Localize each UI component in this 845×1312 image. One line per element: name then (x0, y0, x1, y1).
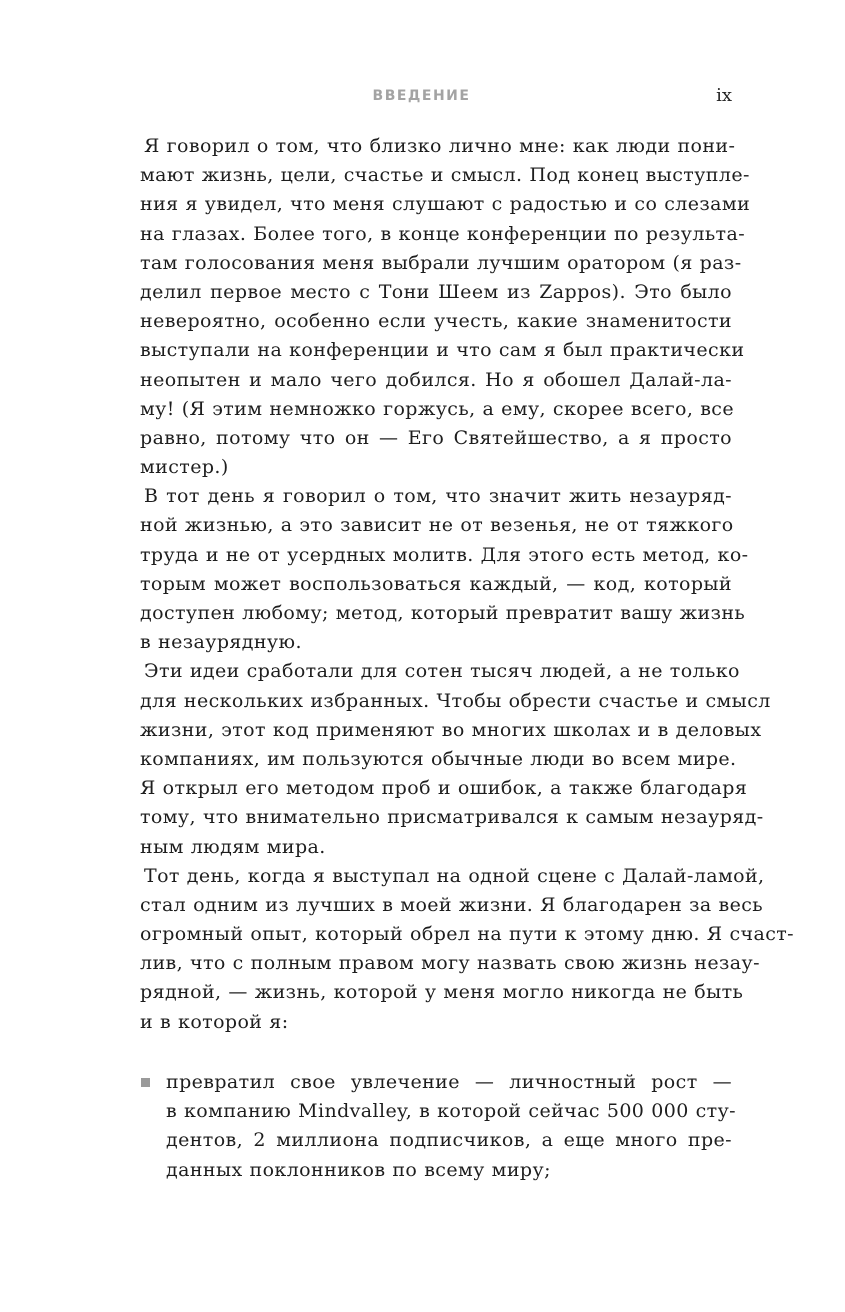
section-title: ВВЕДЕНИЕ (372, 88, 471, 104)
text-line: огромный опыт, который обрел на пути к этому дню. Я счаст- (140, 923, 794, 946)
text-line: там голосования меня выбрали лучшим оратором (я раз- (140, 251, 742, 274)
text-line: равно, потому что он — Его Святейшество, а я просто (140, 426, 732, 449)
page-number: ix (716, 85, 732, 106)
text-line: му! (Я этим немножко горжусь, а ему, скорее всего, все (140, 397, 734, 420)
square-bullet-icon (141, 1078, 150, 1087)
bullet-line: данных поклонников по всему миру; (166, 1158, 551, 1181)
bullet-line: дентов, 2 миллиона подписчиков, а еще много пре- (166, 1129, 732, 1152)
text-line: В тот день я говорил о том, что значит жить незауряд- (144, 485, 732, 508)
text-line: мистер.) (140, 456, 229, 479)
text-line: Я открыл его методом проб и ошибок, а также благодаря (140, 777, 748, 800)
body-text (140, 132, 794, 1037)
text-line: выступали на конференции и что сам я был практически (140, 339, 745, 362)
text-line: ной жизнью, а это зависит не от везенья, не от тяжкого (140, 514, 734, 537)
text-line: невероятно, особенно если учесть, какие знаменитости (140, 310, 732, 333)
text-line: и в которой я: (140, 1010, 289, 1033)
text-line: труда и не от усердных молитв. Для этого есть метод, ко- (140, 543, 749, 566)
bullet-item (140, 1068, 736, 1185)
text-line: для нескольких избранных. Чтобы обрести счастье и смысл (140, 689, 771, 712)
text-line: стал одним из лучших в моей жизни. Я благодарен за весь (140, 893, 764, 916)
text-line: лив, что с полным правом могу назвать свою жизнь незау- (140, 952, 760, 975)
bullet-line: превратил свое увлечение — личностный рост — (166, 1071, 732, 1093)
text-line: Эти идеи сработали для сотен тысяч людей, а не только (144, 660, 740, 683)
bullet-list (140, 1068, 736, 1185)
text-line: делил первое место с Тони Шеем из Zappos). Это было (140, 280, 732, 303)
text-line: на глазах. Более того, в конце конференции по результа- (140, 222, 746, 245)
text-line: доступен любому; метод, который превратит вашу жизнь (140, 602, 746, 624)
text-line: жизни, этот код применяют во многих школах и в деловых (140, 718, 762, 741)
text-line: неопытен и мало чего добился. Но я обошел Далай-ла- (140, 368, 732, 391)
bullet-line: в компанию Mindvalley, в которой сейчас 500 000 сту- (166, 1100, 736, 1123)
text-line: ным людям мира. (140, 835, 326, 858)
text-line: Тот день, когда я выступал на одной сцене с Далай-ламой, (144, 864, 765, 887)
text-line: торым может воспользоваться каждый, — код, который (140, 572, 732, 595)
text-line: в незаурядную. (140, 631, 302, 654)
running-head (140, 84, 732, 108)
text-line: ния я увидел, что меня слушают с радостью и со слезами (140, 193, 751, 216)
text-line: мают жизнь, цели, счастье и смысл. Под конец выступле- (140, 164, 750, 187)
text-line: компаниях, им пользуются обычные люди во всем мире. (140, 747, 737, 770)
text-line: рядной, — жизнь, которой у меня могло никогда не быть (140, 981, 744, 1004)
text-line: тому, что внимательно присматривался к самым незауряд- (140, 806, 764, 829)
text-line: Я говорил о том, что близко лично мне: как люди пони- (144, 135, 736, 157)
